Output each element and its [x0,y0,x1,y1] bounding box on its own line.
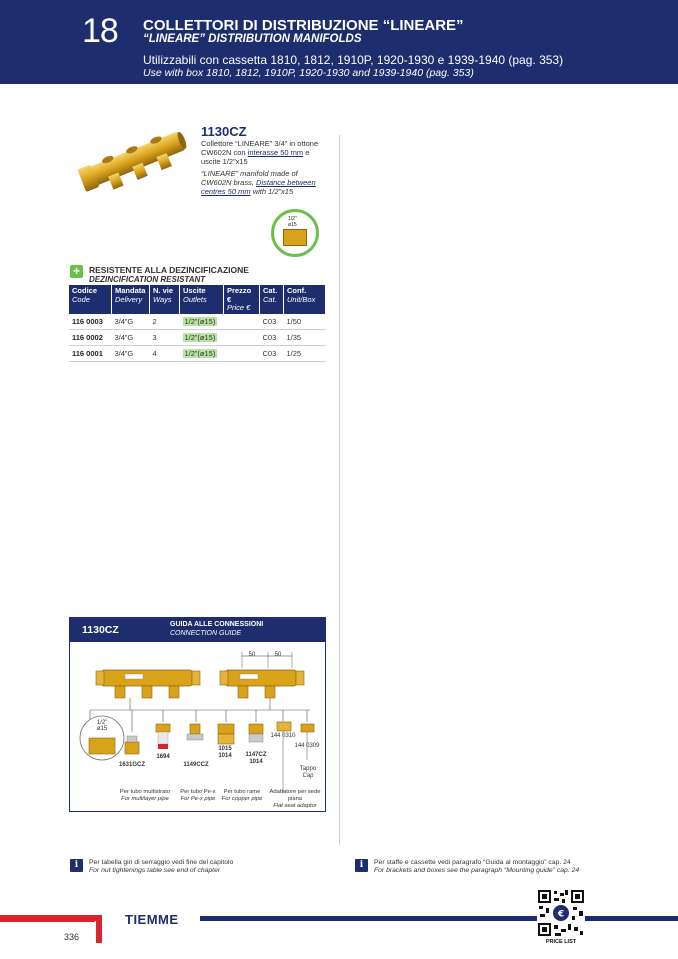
page-title: COLLETTORI DI DISTRIBUZIONE “LINEARE” [143,17,464,34]
page-subtitle: Utilizzabili con cassetta 1810, 1812, 1910P, 1920-1930 e 1939-1940 (pag. 353) [143,53,564,67]
spacing-highlight-en: Distance between centres 50 mm [201,178,316,196]
part-label: Cap [302,773,314,779]
note-mounting: Per staffe e cassette vedi paragrafo “Guida al montaggio” cap. 24 For brackets and boxes see the paragraph “Mounting guide” cap. 24 [374,859,580,874]
table-header-row [69,285,326,314]
guide-title: GUIDA ALLE CONNESSIONI [170,621,264,628]
price-list-label: PRICE LIST [545,939,577,945]
column-header: Uscite Outlets [180,285,224,314]
manifold-photo [75,118,191,198]
caption-multilayer: Per tubo multistrato For multilayer pipe [119,789,171,802]
column-header: N. vie Ways [150,285,180,314]
detail-diameter: ø15 [96,726,108,732]
guide-title-en: CONNECTION GUIDE [170,630,242,637]
caption-adaptor: Adattatore per sede piana Flat seat adaptor [269,789,321,809]
column-header: Mandata Delivery [112,285,150,314]
column-header: Codice Code [69,285,112,314]
part-label: 1147CZ 1014 [245,752,267,765]
guide-header [70,618,325,642]
part-label: 144 0309 [294,743,320,749]
info-icon: i [70,859,83,872]
brand-stripe [200,916,678,921]
column-header: Cat. Cat. [260,285,284,314]
part-label: 144 0310 [270,733,296,739]
part-label: 1631GCZ [118,762,145,768]
page-header [0,0,678,84]
svg-text:€: € [557,909,565,920]
info-icon: i [355,859,368,872]
dimension-label: 50 [248,652,256,658]
part-label: 1694 [156,754,170,760]
qr-code-icon[interactable] [537,889,585,937]
spacing-highlight: interasse 50 mm [247,148,304,157]
table-row: 116 0001 3/4”G 4 1/2”(ø15) C03 1/25 [69,345,326,361]
caption-pex: Per tubo Pe-x For Pe-x pipe [180,789,216,802]
column-header: Prezzo € Price € [224,285,260,314]
dezincification-label: RESISTENTE ALLA DEZINCIFICAZIONE [89,265,249,275]
note-tightening: Per tabella giri di serraggio vedi fine del capitolo For nut tightenings table see end of chapter [89,859,234,874]
detail-size: 1/2” [96,720,108,726]
caption-copper: Per tubo rame For copper pipe [221,789,263,802]
part-label: Tappo [299,766,317,772]
connection-guide [69,617,326,812]
column-divider [339,135,340,845]
column-header: Conf. Unit/Box [284,285,326,314]
brand-hook-icon [86,915,102,943]
page-subtitle-en: Use with box 1810, 1812, 1910P, 1920-1930 and 1939-1940 (pag. 353) [143,67,474,79]
product-description: Collettore “LINEARE” 3/4” in ottone CW602N con interasse 50 mm e uscite 1/2”x15 [201,139,319,166]
product-description-en: “LINEARE” manifold made of CW602N brass, Distance between centres 50 mm with 1/2”x15 [201,169,316,196]
brand-logo: TIEMME [125,912,179,927]
plus-icon: + [70,265,83,278]
product-code: 1130CZ [201,124,247,139]
dimension-label: 50 [274,652,282,658]
fitting-icon [283,229,307,246]
outlet-size-badge: 1/2” ø15 [271,209,319,257]
part-label: 1015 1014 [218,746,232,759]
part-label: 1149CCZ [183,762,209,768]
page-number: 336 [64,932,80,942]
brand-stripe [0,915,95,922]
chapter-number: 18 [82,12,118,50]
product-table [69,285,326,362]
table-row: 116 0002 3/4”G 3 1/2”(ø15) C03 1/35 [69,329,326,345]
page-title-en: “LINEARE” DISTRIBUTION MANIFOLDS [143,33,362,45]
dezincification-label-en: DEZINCIFICATION RESISTANT [89,275,206,284]
table-row: 116 0003 3/4”G 2 1/2”(ø15) C03 1/50 [69,314,326,330]
guide-code: 1130CZ [82,624,119,636]
